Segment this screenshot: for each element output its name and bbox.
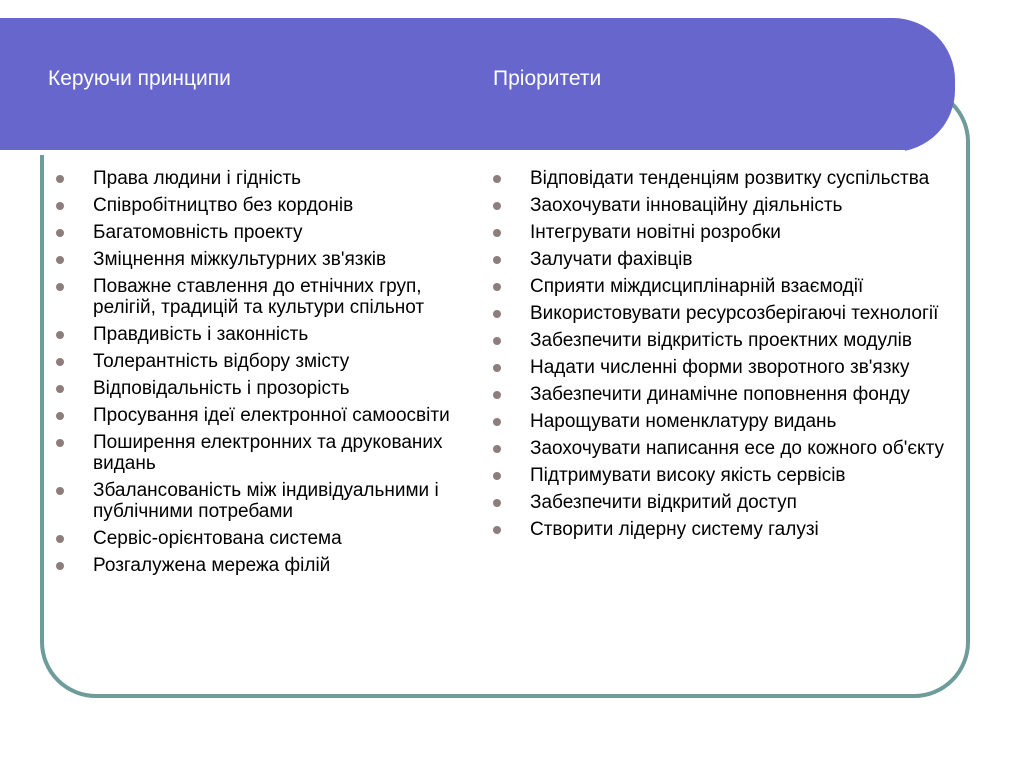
bullet-icon bbox=[493, 229, 501, 237]
list-item bbox=[493, 276, 953, 297]
bullet-icon bbox=[493, 526, 501, 534]
list-item bbox=[493, 330, 953, 351]
list-item bbox=[56, 168, 456, 189]
list-item-text: Забезпечити відкритий доступ bbox=[530, 492, 797, 513]
list-item-text: Співробітництво без кордонів bbox=[93, 195, 354, 216]
bullet-icon bbox=[56, 202, 64, 210]
list-item bbox=[56, 378, 456, 399]
list-item bbox=[56, 249, 456, 270]
bullet-icon bbox=[493, 337, 501, 345]
bullet-icon bbox=[56, 331, 64, 339]
bullet-icon bbox=[56, 256, 64, 264]
bullet-icon bbox=[493, 310, 501, 318]
principles-heading: Керуючи принципи bbox=[48, 67, 231, 90]
list-item-text: Сприяти міждисциплінарній взаємодії bbox=[530, 276, 864, 297]
bullet-icon bbox=[56, 175, 64, 183]
bullet-icon bbox=[56, 562, 64, 570]
bullet-icon bbox=[493, 445, 501, 453]
list-item bbox=[493, 465, 953, 486]
list-item bbox=[56, 555, 456, 576]
list-item bbox=[56, 324, 456, 345]
list-item bbox=[56, 276, 456, 318]
priorities-heading: Пріоритети bbox=[493, 67, 602, 90]
bullet-icon bbox=[56, 412, 64, 420]
bullet-icon bbox=[56, 283, 64, 291]
list-item-text: Створити лідерну систему галузі bbox=[530, 519, 819, 540]
list-item bbox=[493, 411, 953, 432]
bullet-icon bbox=[493, 283, 501, 291]
list-item-text: Забезпечити динамічне поповнення фонду bbox=[530, 384, 910, 405]
list-item-text: Поширення електронних та друкованих видань bbox=[93, 432, 443, 474]
bullet-icon bbox=[493, 202, 501, 210]
bullet-icon bbox=[493, 418, 501, 426]
list-item bbox=[493, 195, 953, 216]
list-item-text: Розгалужена мережа філій bbox=[93, 555, 331, 576]
bullet-icon bbox=[493, 256, 501, 264]
list-item bbox=[493, 492, 953, 513]
list-item-text: Правдивість і законність bbox=[93, 324, 309, 345]
list-item-text: Відповідати тенденціям розвитку суспільства bbox=[530, 168, 930, 189]
list-item-text: Підтримувати високу якість сервісів bbox=[530, 465, 846, 486]
list-item bbox=[56, 405, 456, 426]
list-item bbox=[56, 528, 456, 549]
bullet-icon bbox=[493, 364, 501, 372]
list-item bbox=[56, 222, 456, 243]
list-item-text: Зміцнення міжкультурних зв'язків bbox=[93, 249, 387, 270]
bullet-icon bbox=[56, 487, 64, 495]
header-divider bbox=[0, 150, 905, 155]
list-item-text: Просування ідеї електронної самоосвіти bbox=[93, 405, 450, 426]
list-item-text: Надати численні форми зворотного зв'язку bbox=[530, 357, 910, 378]
list-item bbox=[493, 303, 953, 324]
principles-list bbox=[56, 168, 456, 582]
bullet-icon bbox=[493, 391, 501, 399]
list-item-text: Відповідальність і прозорість bbox=[93, 378, 350, 399]
list-item bbox=[493, 168, 953, 189]
bullet-icon bbox=[56, 439, 64, 447]
list-item-text: Використовувати ресурсозберігаючі технології bbox=[530, 303, 939, 324]
bullet-icon bbox=[56, 535, 64, 543]
list-item-text: Збалансованість між індивідуальними і публічними потребами bbox=[93, 480, 439, 522]
bullet-icon bbox=[56, 358, 64, 366]
list-item-text: Сервіс-орієнтована система bbox=[93, 528, 342, 549]
list-item bbox=[493, 384, 953, 405]
list-item-text: Заохочувати написання есе до кожного об'єкту bbox=[530, 438, 945, 459]
list-item bbox=[493, 249, 953, 270]
list-item-text: Права людини і гідність bbox=[93, 168, 302, 189]
list-item-text: Забезпечити відкритість проектних модулів bbox=[530, 330, 912, 351]
list-item bbox=[56, 351, 456, 372]
bullet-icon bbox=[493, 499, 501, 507]
list-item bbox=[493, 519, 953, 540]
list-item bbox=[493, 438, 953, 459]
list-item-text: Залучати фахівців bbox=[530, 249, 693, 270]
list-item bbox=[493, 357, 953, 378]
list-item-text: Нарощувати номенклатуру видань bbox=[530, 411, 837, 432]
list-item bbox=[56, 195, 456, 216]
priorities-list bbox=[493, 168, 953, 546]
list-item bbox=[493, 222, 953, 243]
list-item-text: Багатомовність проекту bbox=[93, 222, 303, 243]
list-item-text: Поважне ставлення до етнічних груп, релігій, традицій та культури спільнот bbox=[93, 276, 425, 318]
bullet-icon bbox=[56, 385, 64, 393]
list-item-text: Заохочувати інноваційну діяльність bbox=[530, 195, 843, 216]
bullet-icon bbox=[493, 175, 501, 183]
list-item-text: Толерантність відбору змісту bbox=[93, 351, 350, 372]
list-item bbox=[56, 432, 456, 474]
list-item-text: Інтегрувати новітні розробки bbox=[530, 222, 781, 243]
bullet-icon bbox=[493, 472, 501, 480]
list-item bbox=[56, 480, 456, 522]
bullet-icon bbox=[56, 229, 64, 237]
